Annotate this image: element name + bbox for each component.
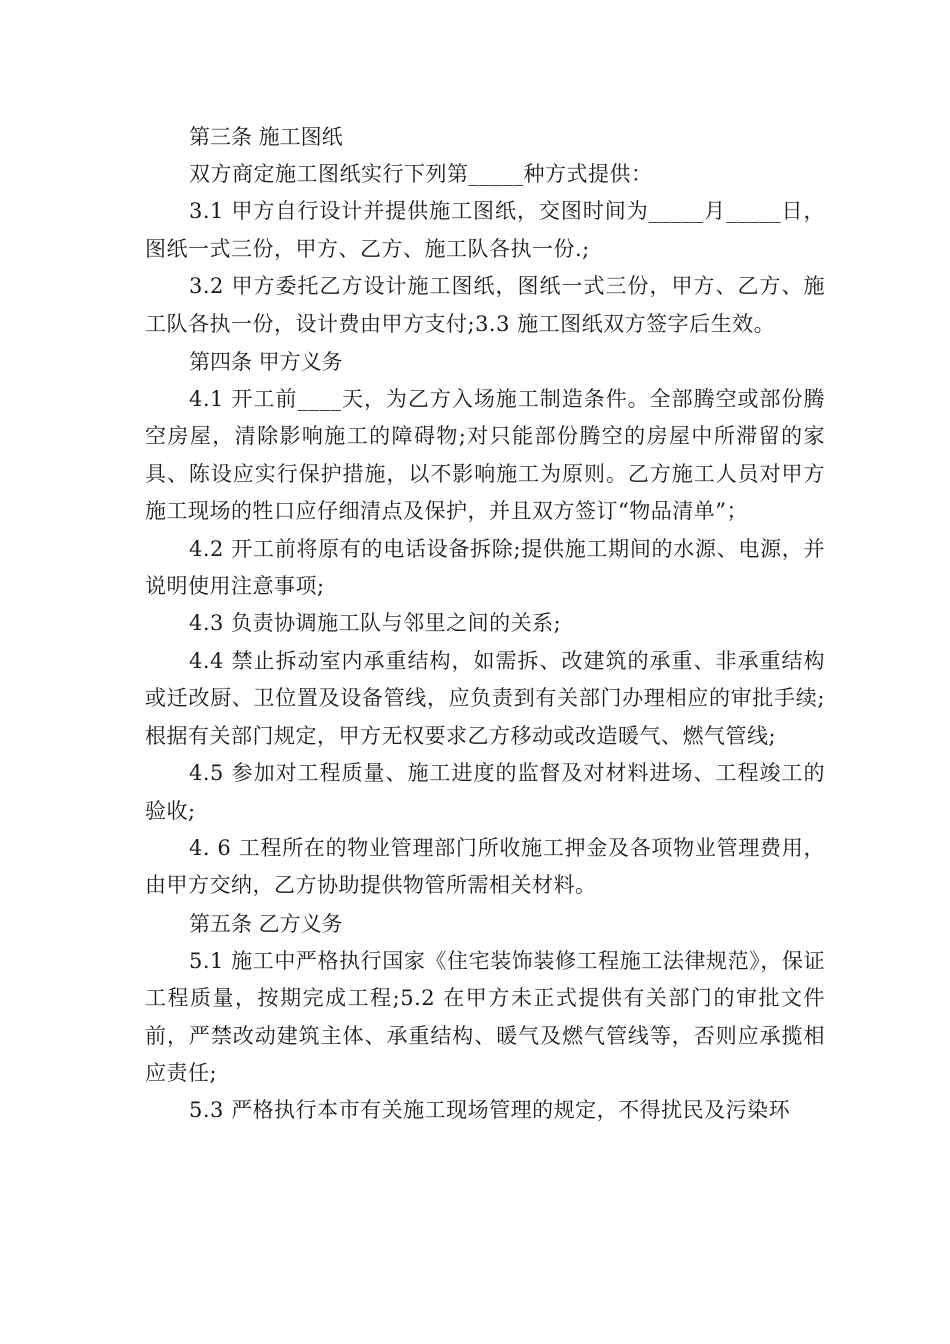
document-body bbox=[145, 118, 825, 1130]
paragraph: 4.1 开工前____天，为乙方入场施工制造条件。全部腾空或部份腾空房屋，清除影响施工的障碍物;对只能部份腾空的房屋中所滞留的家具、陈设应实行保护措施，以不影响施工为原则。乙方施工人员对甲方施工现场的牲口应仔细清点及保护，并且双方签订“物品清单”； bbox=[145, 387, 825, 524]
paragraph: 3.1 甲方自行设计并提供施工图纸，交图时间为_____月_____日，图纸一式三份，甲方、乙方、施工队各执一份.; bbox=[145, 199, 825, 261]
paragraph: 3.2 甲方委托乙方设计施工图纸，图纸一式三份，甲方、乙方、施工队各执一份，设计费由甲方支付;3.3 施工图纸双方签字后生效。 bbox=[145, 274, 825, 336]
paragraph: 4.3 负责协调施工队与邻里之间的关系; bbox=[189, 611, 562, 636]
paragraph: 4.5 参加对工程质量、施工进度的监督及对材料进场、工程竣工的验收; bbox=[145, 761, 825, 823]
section-heading-3: 第三条 施工图纸 bbox=[189, 125, 343, 149]
paragraph: 双方商定施工图纸实行下列第_____种方式提供： bbox=[189, 162, 653, 186]
paragraph: 4.2 开工前将原有的电话设备拆除;提供施工期间的水源、电源，并说明使用注意事项; bbox=[145, 536, 825, 599]
paragraph: 4. 6 工程所在的物业管理部门所收施工押金及各项物业管理费用，由甲方交纳，乙方协助提供物管所需相关材料。 bbox=[145, 835, 825, 898]
paragraph: 5.1 施工中严格执行国家《住宅装饰装修工程施工法律规范》，保证工程质量，按期完成工程;5.2 在甲方未正式提供有关部门的审批文件前，严禁改动建筑主体、承重结构、暖气及燃气管线等，否则应承揽相应责任; bbox=[145, 948, 825, 1085]
paragraph: 4.4 禁止拆动室内承重结构，如需拆、改建筑的承重、非承重结构或迁改厨、卫位置及设备管线，应负责到有关部门办理相应的审批手续;根据有关部门规定，甲方无权要求乙方移动或改造暖气、燃气管线; bbox=[145, 648, 825, 748]
section-heading-5: 第五条 乙方义务 bbox=[189, 911, 343, 936]
section-heading-4: 第四条 甲方义务 bbox=[189, 350, 343, 375]
paragraph: 5.3 严格执行本市有关施工现场管理的规定，不得扰民及污染环 bbox=[189, 1098, 791, 1123]
